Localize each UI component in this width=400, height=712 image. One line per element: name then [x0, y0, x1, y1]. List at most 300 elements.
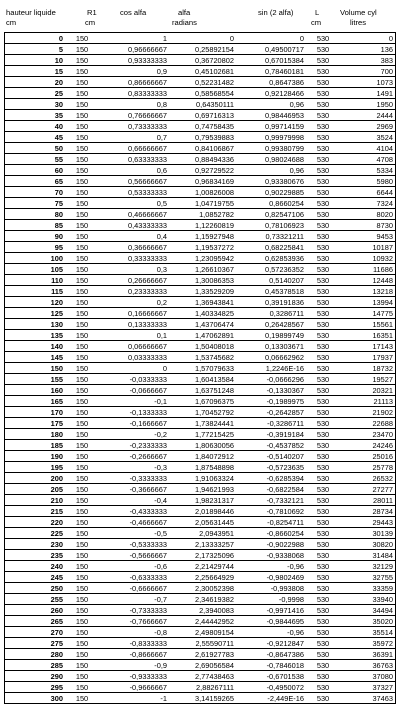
cell-volume: 7324 — [376, 199, 393, 208]
cell-cos-alfa: -0,3333333 — [129, 474, 167, 483]
cell-volume: 21113 — [373, 397, 393, 406]
cell-sin-2alfa: 0,8660254 — [269, 199, 304, 208]
cell-r1: 150 — [75, 100, 89, 109]
cell-sin-2alfa: -0,2642857 — [266, 408, 304, 417]
cell-sin-2alfa: -0,9212847 — [266, 639, 304, 648]
cell-hauteur: 245 — [50, 573, 63, 582]
cell-alfa: 1,0852782 — [199, 210, 234, 219]
cell-alfa: 1,40334825 — [194, 309, 234, 318]
table-row — [5, 87, 395, 98]
cell-volume: 1491 — [376, 89, 393, 98]
cell-cos-alfa: -0,9666667 — [129, 683, 167, 692]
cell-volume: 37463 — [372, 694, 393, 703]
cell-sin-2alfa: -0,1330367 — [266, 386, 304, 395]
cell-r1: 150 — [75, 419, 89, 428]
cell-volume: 136 — [380, 45, 393, 54]
cell-sin-2alfa: 0,13303671 — [264, 342, 304, 351]
cell-l: 530 — [316, 276, 330, 285]
cell-volume: 35514 — [372, 628, 393, 637]
cell-volume: 35020 — [372, 617, 393, 626]
cell-r1: 150 — [75, 694, 89, 703]
cell-alfa: 0,58568554 — [194, 89, 234, 98]
cell-alfa: 1,60413584 — [194, 375, 234, 384]
cell-sin-2alfa: -0,96 — [287, 628, 304, 637]
cell-hauteur: 20 — [54, 78, 63, 87]
cell-hauteur: 235 — [50, 551, 63, 560]
cell-hauteur: 95 — [54, 243, 63, 252]
cell-hauteur: 285 — [50, 661, 63, 670]
cell-cos-alfa: 1 — [162, 34, 167, 43]
cell-r1: 150 — [75, 254, 89, 263]
cell-sin-2alfa: -0,5140207 — [266, 452, 304, 461]
table-row — [5, 329, 395, 340]
cell-r1: 150 — [75, 397, 89, 406]
cell-alfa: 2,34619382 — [194, 595, 234, 604]
cell-alfa: 1,04719755 — [194, 199, 234, 208]
table-row — [5, 494, 395, 505]
cell-hauteur: 230 — [50, 540, 63, 549]
cell-volume: 15561 — [372, 320, 393, 329]
table-row — [5, 406, 395, 417]
cell-cos-alfa: 0 — [162, 364, 167, 373]
cell-l: 530 — [316, 518, 330, 527]
cell-sin-2alfa: 0,78460181 — [264, 67, 304, 76]
cell-cos-alfa: 0,7 — [156, 133, 167, 142]
cell-sin-2alfa: -0,8254711 — [267, 518, 304, 527]
cell-volume: 8020 — [376, 210, 393, 219]
cell-sin-2alfa: -0,4537852 — [266, 441, 304, 450]
cell-volume: 25016 — [372, 452, 393, 461]
cell-sin-2alfa: -0,0666296 — [266, 375, 304, 384]
cell-r1: 150 — [75, 463, 89, 472]
cell-r1: 150 — [75, 78, 89, 87]
table-row — [5, 76, 395, 87]
cell-volume: 25778 — [372, 463, 393, 472]
cell-hauteur: 50 — [54, 144, 63, 153]
table-row — [5, 505, 395, 516]
cell-hauteur: 110 — [51, 276, 63, 285]
cell-hauteur: 40 — [54, 122, 63, 131]
cell-l: 530 — [316, 287, 330, 296]
cell-hauteur: 155 — [50, 375, 63, 384]
cell-hauteur: 210 — [50, 496, 63, 505]
header-row — [4, 6, 396, 32]
table-row — [5, 384, 395, 395]
cell-cos-alfa: -0,4333333 — [129, 507, 167, 516]
cell-cos-alfa: 0,93333333 — [127, 56, 167, 65]
cell-l: 530 — [316, 67, 330, 76]
cell-alfa: 0,74758435 — [194, 122, 234, 131]
cell-sin-2alfa: 0,99380799 — [264, 144, 304, 153]
table-row — [5, 472, 395, 483]
cell-cos-alfa: -0,3 — [154, 463, 167, 472]
cell-hauteur: 140 — [50, 342, 63, 351]
table-row — [5, 527, 395, 538]
cell-sin-2alfa: -0,9802469 — [266, 573, 304, 582]
cell-sin-2alfa: 0,93380676 — [264, 177, 304, 186]
cell-r1: 150 — [75, 595, 89, 604]
table-row — [5, 538, 395, 549]
cell-r1: 150 — [75, 573, 89, 582]
cell-r1: 150 — [75, 375, 89, 384]
cell-hauteur: 205 — [50, 485, 63, 494]
cell-hauteur: 60 — [54, 166, 63, 175]
table-row — [5, 373, 395, 384]
cell-cos-alfa: -0,8 — [154, 628, 167, 637]
header-r1-unit: cm — [85, 18, 96, 27]
cell-hauteur: 185 — [50, 441, 63, 450]
cell-volume: 9453 — [376, 232, 393, 241]
cell-alfa: 2,3940083 — [199, 606, 234, 615]
header-hauteur-unit: cm — [6, 18, 17, 27]
cell-volume: 18732 — [372, 364, 393, 373]
cell-sin-2alfa: 0 — [299, 34, 304, 43]
cell-sin-2alfa: 0,96 — [289, 166, 304, 175]
header-r1: R1 — [87, 8, 97, 17]
table-row — [5, 560, 395, 571]
cell-alfa: 1,00826008 — [194, 188, 234, 197]
cell-cos-alfa: -0,1 — [154, 397, 167, 406]
cell-volume: 35972 — [372, 639, 393, 648]
cell-cos-alfa: -0,2333333 — [129, 441, 167, 450]
cell-hauteur: 165 — [50, 397, 63, 406]
cell-cos-alfa: 0,56666667 — [127, 177, 167, 186]
cell-volume: 3524 — [376, 133, 393, 142]
table-row — [5, 142, 395, 153]
cell-l: 530 — [316, 430, 330, 439]
cell-l: 530 — [316, 419, 330, 428]
cell-l: 530 — [316, 463, 330, 472]
cell-sin-2alfa: 0,45378518 — [264, 287, 304, 296]
cell-cos-alfa: -0,9333333 — [129, 672, 167, 681]
cell-sin-2alfa: -0,7810692 — [266, 507, 304, 516]
cell-cos-alfa: -0,3666667 — [129, 485, 167, 494]
cell-r1: 150 — [75, 474, 89, 483]
cell-sin-2alfa: 0,3286711 — [269, 309, 304, 318]
cell-volume: 36391 — [372, 650, 393, 659]
cell-l: 530 — [316, 177, 330, 186]
cell-cos-alfa: 0,13333333 — [127, 320, 167, 329]
cell-r1: 150 — [75, 89, 89, 98]
cell-volume: 21902 — [372, 408, 393, 417]
cell-alfa: 0,64350111 — [196, 100, 234, 109]
cell-alfa: 2,25664929 — [194, 573, 234, 582]
table-row — [5, 43, 395, 54]
cell-alfa: 1,36943841 — [194, 298, 234, 307]
cell-volume: 37080 — [372, 672, 393, 681]
header-volume-unit: litres — [350, 18, 367, 27]
cell-volume: 4104 — [376, 144, 393, 153]
cell-hauteur: 195 — [50, 463, 63, 472]
cell-r1: 150 — [75, 221, 89, 230]
cell-alfa: 1,57079633 — [194, 364, 234, 373]
cell-r1: 150 — [75, 56, 89, 65]
cell-cos-alfa: 0,4 — [156, 232, 167, 241]
cell-alfa: 1,63751248 — [194, 386, 234, 395]
cell-cos-alfa: 0,43333333 — [127, 221, 167, 230]
table-row — [5, 439, 395, 450]
cell-r1: 150 — [75, 177, 89, 186]
cell-hauteur: 85 — [54, 221, 63, 230]
cell-cos-alfa: -0,0666667 — [129, 386, 167, 395]
cell-volume: 27277 — [372, 485, 393, 494]
cell-hauteur: 295 — [50, 683, 63, 692]
cell-r1: 150 — [75, 265, 89, 274]
table-row — [5, 318, 395, 329]
cell-cos-alfa: 0,9 — [156, 67, 167, 76]
cell-volume: 700 — [380, 67, 393, 76]
cell-sin-2alfa: -0,993808 — [270, 584, 304, 593]
cell-hauteur: 45 — [54, 133, 63, 142]
cell-sin-2alfa: 1,2246E-16 — [265, 364, 304, 373]
cell-alfa: 2,30052398 — [194, 584, 234, 593]
spreadsheet — [4, 6, 396, 704]
cell-l: 530 — [316, 661, 330, 670]
cell-r1: 150 — [75, 430, 89, 439]
cell-r1: 150 — [75, 353, 89, 362]
cell-hauteur: 220 — [50, 518, 63, 527]
header-volume: Volume cyl — [340, 8, 377, 17]
cell-volume: 36763 — [372, 661, 393, 670]
cell-r1: 150 — [75, 518, 89, 527]
cell-r1: 150 — [75, 199, 89, 208]
cell-alfa: 1,80630056 — [194, 441, 234, 450]
cell-sin-2alfa: 0,98024688 — [264, 155, 304, 164]
cell-r1: 150 — [75, 232, 89, 241]
cell-hauteur: 215 — [50, 507, 63, 516]
cell-alfa: 1,94621993 — [194, 485, 234, 494]
cell-sin-2alfa: -0,9338068 — [266, 551, 304, 560]
cell-cos-alfa: -0,4666667 — [129, 518, 167, 527]
cell-cos-alfa: 0,53333333 — [127, 188, 167, 197]
table-row — [5, 428, 395, 439]
table-row — [5, 263, 395, 274]
cell-hauteur: 150 — [50, 364, 63, 373]
cell-l: 530 — [316, 408, 330, 417]
cell-r1: 150 — [75, 496, 89, 505]
table-row — [5, 98, 395, 109]
cell-l: 530 — [316, 529, 330, 538]
cell-sin-2alfa: -0,8660254 — [266, 529, 304, 538]
cell-sin-2alfa: -0,6701538 — [266, 672, 304, 681]
cell-sin-2alfa: 0,62853936 — [264, 254, 304, 263]
table-row — [5, 120, 395, 131]
cell-alfa: 0,88494336 — [194, 155, 234, 164]
cell-r1: 150 — [75, 342, 89, 351]
cell-hauteur: 120 — [50, 298, 63, 307]
cell-l: 530 — [316, 683, 330, 692]
cell-r1: 150 — [75, 320, 89, 329]
header-alfa: alfa — [178, 8, 191, 17]
cell-r1: 150 — [75, 67, 89, 76]
cell-hauteur: 135 — [50, 331, 63, 340]
cell-alfa: 1,70452792 — [194, 408, 234, 417]
cell-sin-2alfa: 0,67015384 — [264, 56, 304, 65]
cell-alfa: 2,88267111 — [196, 683, 234, 692]
cell-r1: 150 — [75, 661, 89, 670]
cell-l: 530 — [316, 485, 330, 494]
table-row — [5, 648, 395, 659]
cell-l: 530 — [316, 540, 330, 549]
cell-alfa: 2,21429744 — [194, 562, 234, 571]
table-row — [5, 32, 395, 43]
cell-sin-2alfa: 0,68225841 — [264, 243, 304, 252]
cell-l: 530 — [316, 254, 330, 263]
table-row — [5, 285, 395, 296]
cell-cos-alfa: -0,2 — [154, 430, 167, 439]
table-row — [5, 615, 395, 626]
cell-hauteur: 265 — [50, 617, 63, 626]
table-row — [5, 516, 395, 527]
cell-volume: 12448 — [372, 276, 393, 285]
table-row — [5, 208, 395, 219]
cell-r1: 150 — [75, 507, 89, 516]
table-row — [5, 340, 395, 351]
cell-r1: 150 — [75, 122, 89, 131]
cell-alfa: 0,36720802 — [194, 56, 234, 65]
cell-l: 530 — [316, 199, 330, 208]
cell-l: 530 — [316, 89, 330, 98]
cell-volume: 17143 — [372, 342, 393, 351]
cell-cos-alfa: 0,2 — [156, 298, 167, 307]
cell-hauteur: 70 — [54, 188, 63, 197]
cell-cos-alfa: -0,1666667 — [129, 419, 167, 428]
cell-alfa: 0,92729522 — [194, 166, 234, 175]
cell-l: 530 — [316, 551, 330, 560]
cell-cos-alfa: 0,73333333 — [127, 122, 167, 131]
cell-hauteur: 275 — [50, 639, 63, 648]
cell-l: 530 — [316, 650, 330, 659]
cell-sin-2alfa: -2,449E-16 — [267, 694, 304, 703]
cell-r1: 150 — [75, 144, 89, 153]
cell-l: 530 — [316, 573, 330, 582]
table-row — [5, 692, 395, 703]
cell-alfa: 0 — [229, 34, 234, 43]
cell-volume: 19527 — [372, 375, 393, 384]
cell-alfa: 1,43706474 — [194, 320, 234, 329]
cell-alfa: 2,0943951 — [199, 529, 234, 538]
cell-volume: 22688 — [372, 419, 393, 428]
cell-sin-2alfa: 0,96 — [289, 100, 304, 109]
cell-volume: 13994 — [372, 298, 393, 307]
cell-r1: 150 — [75, 386, 89, 395]
cell-r1: 150 — [75, 529, 89, 538]
table-row — [5, 219, 395, 230]
cell-volume: 5334 — [376, 166, 393, 175]
cell-cos-alfa: 0,06666667 — [127, 342, 167, 351]
cell-r1: 150 — [75, 584, 89, 593]
table-row — [5, 109, 395, 120]
cell-sin-2alfa: 0,78106923 — [264, 221, 304, 230]
cell-sin-2alfa: -0,7846018 — [266, 661, 304, 670]
cell-l: 530 — [316, 606, 330, 615]
cell-r1: 150 — [75, 364, 89, 373]
cell-cos-alfa: -0,5666667 — [129, 551, 167, 560]
cell-l: 530 — [316, 375, 330, 384]
cell-cos-alfa: -0,5 — [154, 529, 167, 538]
cell-volume: 17937 — [372, 353, 393, 362]
cell-hauteur: 200 — [50, 474, 63, 483]
cell-hauteur: 240 — [50, 562, 63, 571]
cell-l: 530 — [316, 144, 330, 153]
cell-hauteur: 0 — [58, 34, 63, 43]
cell-volume: 30820 — [372, 540, 393, 549]
cell-r1: 150 — [75, 166, 89, 175]
cell-r1: 150 — [75, 133, 89, 142]
cell-sin-2alfa: 0,90229885 — [264, 188, 304, 197]
cell-cos-alfa: 0,8 — [156, 100, 167, 109]
cell-r1: 150 — [75, 309, 89, 318]
cell-l: 530 — [316, 595, 330, 604]
cell-cos-alfa: 0,36666667 — [127, 243, 167, 252]
cell-r1: 150 — [75, 287, 89, 296]
cell-alfa: 1,23095942 — [194, 254, 234, 263]
cell-l: 530 — [316, 441, 330, 450]
cell-cos-alfa: 0,5 — [156, 199, 167, 208]
cell-hauteur: 300 — [50, 694, 63, 703]
cell-sin-2alfa: -0,1989975 — [266, 397, 304, 406]
cell-sin-2alfa: -0,9022988 — [266, 540, 304, 549]
cell-alfa: 1,33529209 — [194, 287, 234, 296]
table-row — [5, 351, 395, 362]
cell-r1: 150 — [75, 210, 89, 219]
cell-r1: 150 — [75, 45, 89, 54]
cell-r1: 150 — [75, 650, 89, 659]
cell-volume: 29443 — [372, 518, 393, 527]
cell-volume: 23470 — [372, 430, 393, 439]
cell-alfa: 1,50408018 — [194, 342, 234, 351]
cell-volume: 5980 — [376, 177, 393, 186]
cell-r1: 150 — [75, 408, 89, 417]
cell-alfa: 1,98231317 — [194, 496, 234, 505]
cell-sin-2alfa: 0,49500717 — [264, 45, 304, 54]
table-row — [5, 197, 395, 208]
cell-hauteur: 190 — [50, 452, 63, 461]
cell-alfa: 1,15927948 — [194, 232, 234, 241]
table-row — [5, 571, 395, 582]
cell-volume: 20321 — [372, 386, 393, 395]
cell-l: 530 — [316, 672, 330, 681]
cell-sin-2alfa: 0,99714159 — [264, 122, 304, 131]
cell-r1: 150 — [75, 672, 89, 681]
cell-r1: 150 — [75, 628, 89, 637]
cell-cos-alfa: 0,76666667 — [127, 111, 167, 120]
cell-alfa: 2,17325096 — [194, 551, 234, 560]
cell-volume: 383 — [380, 56, 393, 65]
cell-l: 530 — [316, 188, 330, 197]
cell-r1: 150 — [75, 540, 89, 549]
cell-r1: 150 — [75, 551, 89, 560]
cell-l: 530 — [316, 34, 330, 43]
cell-sin-2alfa: -0,6285394 — [266, 474, 304, 483]
cell-cos-alfa: -0,5333333 — [129, 540, 167, 549]
cell-hauteur: 80 — [54, 210, 63, 219]
cell-alfa: 1,91063324 — [194, 474, 234, 483]
cell-volume: 33940 — [372, 595, 393, 604]
cell-volume: 11686 — [372, 265, 393, 274]
cell-volume: 24246 — [372, 441, 393, 450]
cell-l: 530 — [316, 507, 330, 516]
cell-alfa: 2,13333257 — [194, 540, 234, 549]
cell-cos-alfa: -0,4 — [154, 496, 167, 505]
cell-r1: 150 — [75, 683, 89, 692]
cell-volume: 2444 — [376, 111, 393, 120]
cell-l: 530 — [316, 243, 330, 252]
cell-cos-alfa: -0,0333333 — [129, 375, 167, 384]
cell-hauteur: 160 — [50, 386, 63, 395]
cell-l: 530 — [316, 221, 330, 230]
cell-hauteur: 15 — [54, 67, 63, 76]
